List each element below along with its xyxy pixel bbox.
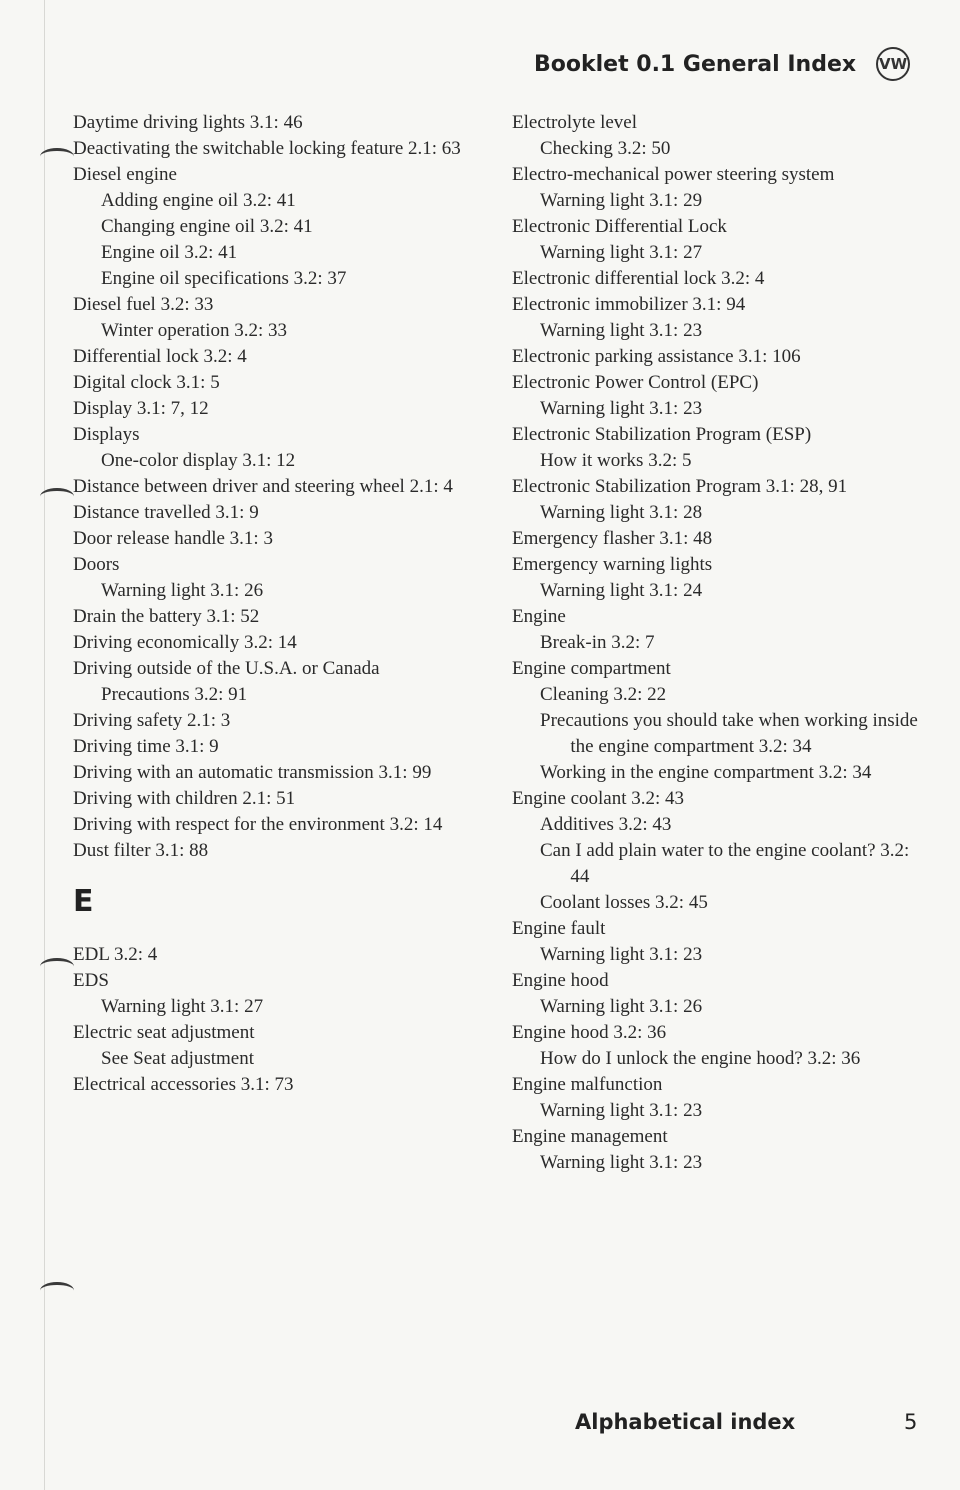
index-entry: Driving with an automatic transmission 3.1: 99 xyxy=(73,762,432,783)
index-entry: Electrolyte level xyxy=(512,112,638,133)
index-entry: Drain the battery 3.1: 52 xyxy=(73,606,260,627)
index-subentry: Warning light 3.1: 23 xyxy=(540,944,703,965)
index-entry: Driving with children 2.1: 51 xyxy=(73,788,296,809)
index-subentry: Warning light 3.1: 23 xyxy=(540,320,703,341)
index-subentry: Winter operation 3.2: 33 xyxy=(101,320,288,341)
index-entry: Driving safety 2.1: 3 xyxy=(73,710,231,731)
index-subentry: Warning light 3.1: 23 xyxy=(540,398,703,419)
index-list-e xyxy=(73,942,473,1098)
index-entry: EDS xyxy=(73,970,109,991)
index-subentry: Warning light 3.1: 26 xyxy=(540,996,703,1017)
index-subentry: Warning light 3.1: 27 xyxy=(101,996,264,1017)
index-subentry: Coolant losses 3.2: 45 xyxy=(540,892,708,913)
section-letter: E xyxy=(73,884,94,919)
index-entry: Engine compartment xyxy=(512,658,671,679)
index-subentry: Warning light 3.1: 23 xyxy=(540,1152,703,1173)
index-entry: Electronic Power Control (EPC) xyxy=(512,372,759,393)
index-entry: Deactivating the switchable locking feature 2.1: 63 xyxy=(73,138,461,159)
index-entry: Driving economically 3.2: 14 xyxy=(73,632,297,653)
index-entry: Engine fault xyxy=(512,918,606,939)
index-entry: Electric seat adjustment xyxy=(73,1022,255,1043)
index-entry: Electronic immobilizer 3.1: 94 xyxy=(512,294,746,315)
index-entry: Electrical accessories 3.1: 73 xyxy=(73,1074,294,1095)
index-entry: Electronic parking assistance 3.1: 106 xyxy=(512,346,801,367)
index-subentry: Engine oil 3.2: 41 xyxy=(101,242,238,263)
index-subentry: Working in the engine compartment 3.2: 34 xyxy=(540,762,872,783)
index-entry: Daytime driving lights 3.1: 46 xyxy=(73,112,303,133)
index-subentry: Changing engine oil 3.2: 41 xyxy=(101,216,313,237)
index-entry: Electro-mechanical power steering system xyxy=(512,164,835,185)
index-list-d xyxy=(73,110,473,864)
binding-hole-mark xyxy=(40,958,74,975)
index-column-right xyxy=(512,110,932,1176)
index-subentry: Warning light 3.1: 24 xyxy=(540,580,703,601)
index-subentry: Precautions you should take when working inside the engine compartment 3.2: 34 xyxy=(540,710,918,757)
index-entry: Driving time 3.1: 9 xyxy=(73,736,219,757)
index-entry: Electronic differential lock 3.2: 4 xyxy=(512,268,765,289)
index-list-e-continued xyxy=(512,110,932,1176)
index-subentry: See Seat adjustment xyxy=(101,1048,255,1069)
index-subentry: Warning light 3.1: 23 xyxy=(540,1100,703,1121)
index-subentry: How it works 3.2: 5 xyxy=(540,450,692,471)
index-subentry: Break-in 3.2: 7 xyxy=(540,632,655,653)
page-title: Booklet 0.1 General Index xyxy=(534,51,857,77)
index-entry: Emergency flasher 3.1: 48 xyxy=(512,528,713,549)
index-subentry: One-color display 3.1: 12 xyxy=(101,450,296,471)
index-entry: Emergency warning lights xyxy=(512,554,713,575)
index-entry: Electronic Stabilization Program 3.1: 28, 91 xyxy=(512,476,848,497)
index-entry: Engine hood xyxy=(512,970,609,991)
index-subentry: Adding engine oil 3.2: 41 xyxy=(101,190,296,211)
index-entry: Doors xyxy=(73,554,120,575)
binding-line xyxy=(44,0,45,1490)
index-entry: Display 3.1: 7, 12 xyxy=(73,398,209,419)
index-subentry: How do I unlock the engine hood? 3.2: 36 xyxy=(540,1048,861,1069)
index-entry: Driving outside of the U.S.A. or Canada xyxy=(73,658,380,679)
vw-logo-icon: VW xyxy=(876,47,910,81)
index-subentry: Engine oil specifications 3.2: 37 xyxy=(101,268,347,289)
index-entry: EDL 3.2: 4 xyxy=(73,944,158,965)
index-entry: Door release handle 3.1: 3 xyxy=(73,528,273,549)
page-header xyxy=(534,44,910,84)
binding-hole-mark xyxy=(40,1282,74,1299)
index-entry: Diesel engine xyxy=(73,164,177,185)
index-entry: Distance between driver and steering wheel 2.1: 4 xyxy=(73,476,453,497)
index-entry: Driving with respect for the environment 3.2: 14 xyxy=(73,814,443,835)
index-subentry: Cleaning 3.2: 22 xyxy=(540,684,667,705)
index-subentry: Additives 3.2: 43 xyxy=(540,814,672,835)
binding-hole-mark xyxy=(40,148,74,165)
index-subentry: Warning light 3.1: 26 xyxy=(101,580,264,601)
index-subentry: Warning light 3.1: 27 xyxy=(540,242,703,263)
index-entry: Engine coolant 3.2: 43 xyxy=(512,788,685,809)
index-subentry: Precautions 3.2: 91 xyxy=(101,684,248,705)
page-number: 5 xyxy=(904,1410,918,1434)
index-subentry: Can I add plain water to the engine coolant? 3.2: 44 xyxy=(540,840,910,887)
index-entry: Diesel fuel 3.2: 33 xyxy=(73,294,214,315)
index-column-left xyxy=(73,110,473,1098)
index-entry: Electronic Differential Lock xyxy=(512,216,727,237)
index-entry: Electronic Stabilization Program (ESP) xyxy=(512,424,812,445)
binding-hole-mark xyxy=(40,488,74,505)
index-subentry: Warning light 3.1: 28 xyxy=(540,502,703,523)
index-entry: Digital clock 3.1: 5 xyxy=(73,372,220,393)
index-entry: Engine xyxy=(512,606,566,627)
index-entry: Distance travelled 3.1: 9 xyxy=(73,502,259,523)
index-entry: Displays xyxy=(73,424,140,445)
index-entry: Engine malfunction xyxy=(512,1074,663,1095)
footer-label: Alphabetical index xyxy=(575,1410,796,1434)
index-subentry: Checking 3.2: 50 xyxy=(540,138,671,159)
index-entry: Dust filter 3.1: 88 xyxy=(73,840,209,861)
index-subentry: Warning light 3.1: 29 xyxy=(540,190,703,211)
index-entry: Differential lock 3.2: 4 xyxy=(73,346,247,367)
index-entry: Engine management xyxy=(512,1126,668,1147)
index-entry: Engine hood 3.2: 36 xyxy=(512,1022,667,1043)
